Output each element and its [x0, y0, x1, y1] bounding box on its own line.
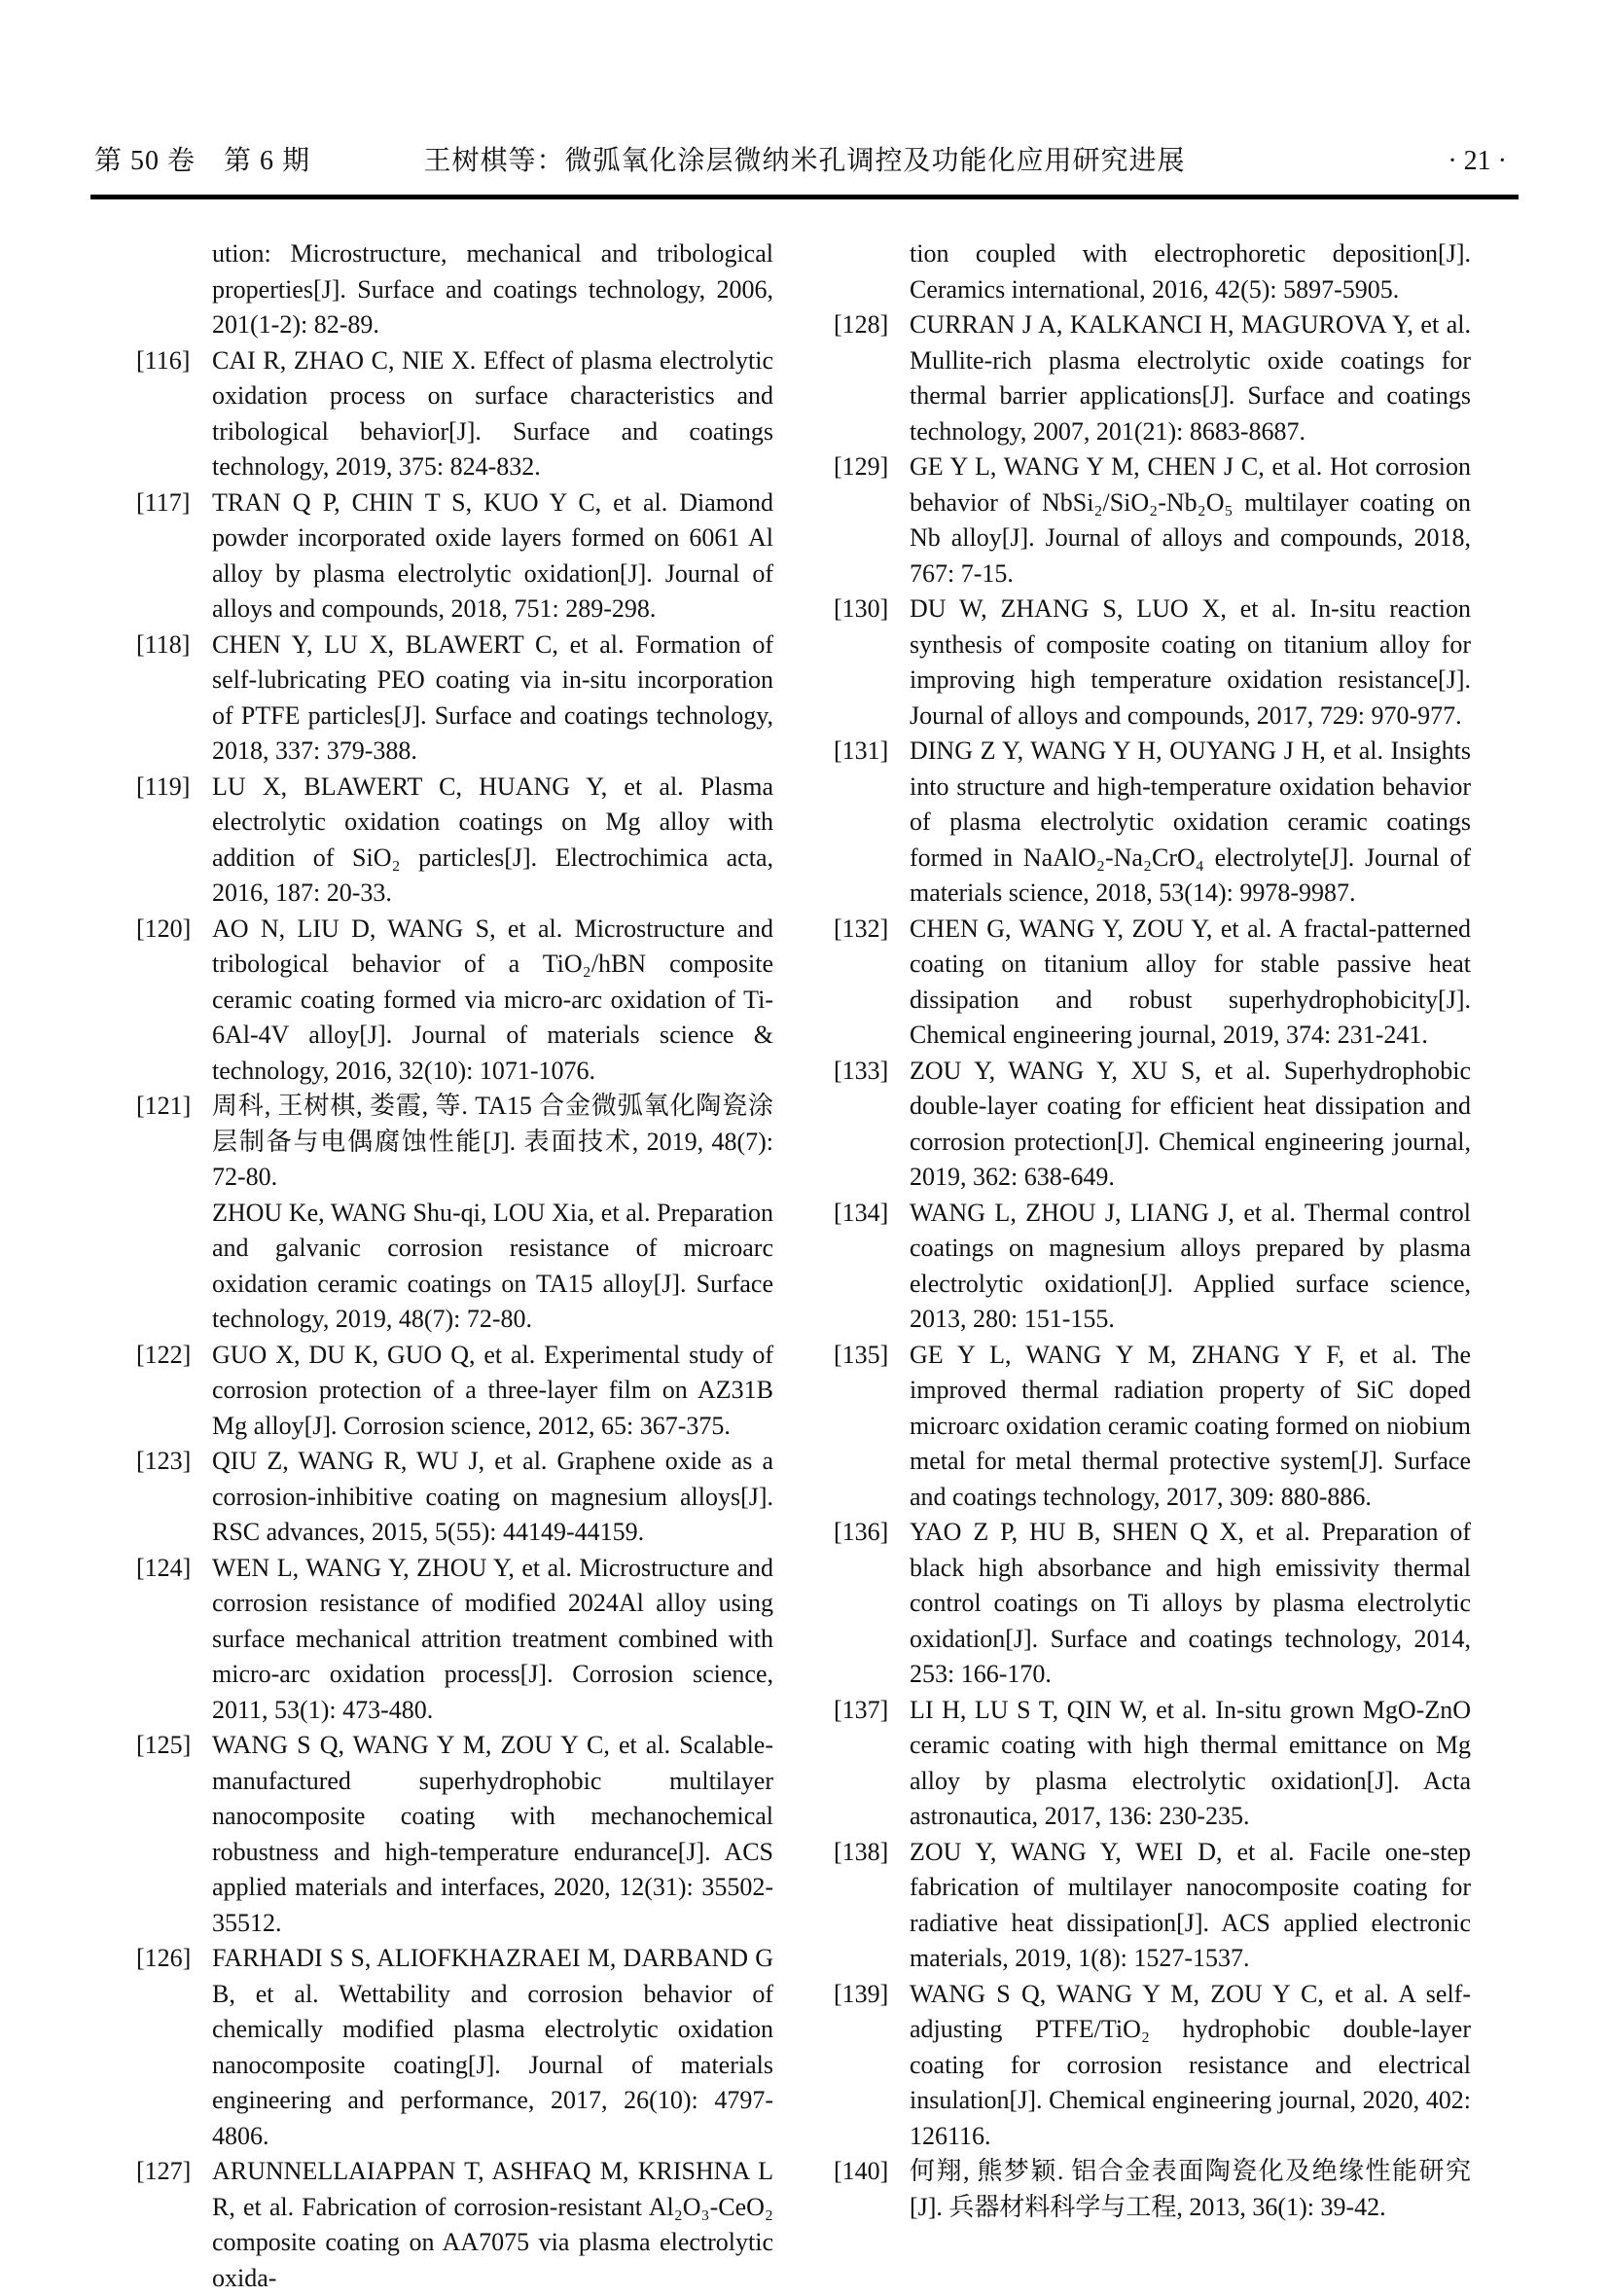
reference-text: 周科, 王树棋, 娄霞, 等. TA15 合金微弧氧化陶瓷涂层制备与电偶腐蚀性能[J]. 表面技术, 2019, 48(7): 72-80.	[212, 1092, 773, 1191]
reference-text: DU W, ZHANG S, LUO X, et al. In-situ reaction synthesis of composite coating on titanium alloy for improving high temperature oxidation resistance[J]. Journal of alloys and compounds, 2017, 729: 970-977.	[910, 594, 1471, 730]
reference-text: QIU Z, WANG R, WU J, et al. Graphene oxide as a corrosion-inhibitive coating on magnesium alloys[J]. RSC advances, 2015, 5(55): 44149-44159.	[212, 1447, 773, 1546]
column-right	[834, 236, 1471, 2296]
reference-item	[834, 1338, 1471, 1516]
reference-item	[834, 2154, 1471, 2225]
reference-text: TRAN Q P, CHIN T S, KUO Y C, et al. Diamond powder incorporated oxide layers formed on 6061 Al alloy by plasma electrolytic oxidation[J]. Journal of alloys and compounds, 2018, 751: 289-298.	[212, 487, 773, 623]
reference-text: WANG S Q, WANG Y M, ZOU Y C, et al. Scalable-manufactured superhydrophobic multilayer nanocomposite coating with mechanochemical robustness and high-temperature endurance[J]. ACS applied materials and interfaces, 2020, 12(31): 35502-35512.	[212, 1731, 773, 1937]
reference-number: [129]	[834, 452, 889, 481]
reference-text: LU X, BLAWERT C, HUANG Y, et al. Plasma electrolytic oxidation coatings on Mg alloy with addition of SiO₂ particles[J]. Electrochimica acta, 2016, 187: 20-33.	[212, 771, 773, 907]
reference-number: [134]	[834, 1198, 889, 1227]
reference-number: [121]	[136, 1092, 192, 1120]
reference-number: [125]	[136, 1731, 192, 1759]
reference-number: [136]	[834, 1518, 889, 1546]
reference-item	[136, 1089, 773, 1196]
reference-item	[834, 307, 1471, 449]
reference-item	[834, 236, 1471, 307]
reference-item	[136, 1196, 773, 1338]
reference-item	[136, 485, 773, 628]
reference-number: [135]	[834, 1340, 889, 1369]
reference-number: [126]	[136, 1944, 192, 1972]
reference-text: WANG L, ZHOU J, LIANG J, et al. Thermal control coatings on magnesium alloys prepared by plasma electrolytic oxidation[J]. Applied surface science, 2013, 280: 151-155.	[910, 1198, 1471, 1333]
reference-item	[136, 628, 773, 770]
reference-number: [130]	[834, 594, 889, 623]
reference-item	[834, 1196, 1471, 1338]
reference-item	[834, 1515, 1471, 1693]
reference-text: GE Y L, WANG Y M, ZHANG Y F, et al. The improved thermal radiation property of SiC doped microarc oxidation ceramic coating formed on niobium metal for metal thermal protective system[J]. Surface and coatings technology, 2017, 309: 880-886.	[910, 1340, 1471, 1511]
reference-text: CURRAN J A, KALKANCI H, MAGUROVA Y, et al. Mullite-rich plasma electrolytic oxide coatings for thermal barrier applications[J]. Surface and coatings technology, 2007, 201(21): 8683-8687.	[910, 310, 1471, 446]
reference-text: CHEN G, WANG Y, ZOU Y, et al. A fractal-patterned coating on titanium alloy for stable passive heat dissipation and robust superhydrophobicity[J]. Chemical engineering journal, 2019, 374: 231-241.	[910, 914, 1471, 1049]
reference-number: [119]	[136, 771, 191, 801]
running-title: 王树棋等：微弧氧化涂层微纳米孔调控及功能化应用研究进展	[423, 146, 1186, 176]
reference-text: ZOU Y, WANG Y, WEI D, et al. Facile one-step fabrication of multilayer nanocomposite coating for radiative heat dissipation[J]. ACS applied electronic materials, 2019, 1(8): 1527-1537.	[910, 1837, 1471, 1972]
reference-text: LI H, LU S T, QIN W, et al. In-situ grown MgO-ZnO ceramic coating with high thermal emittance on Mg alloy by plasma electrolytic oxidation[J]. Acta astronautica, 2017, 136: 230-235.	[910, 1695, 1471, 1830]
reference-item	[136, 912, 773, 1090]
reference-number: [131]	[834, 736, 889, 765]
reference-item	[834, 734, 1471, 912]
reference-item	[136, 1444, 773, 1551]
reference-text: WEN L, WANG Y, ZHOU Y, et al. Microstructure and corrosion resistance of modified 2024Al alloy using surface mechanical attrition treatment combined with micro-arc oxidation process[J]. Corrosion science, 2011, 53(1): 473-480.	[212, 1553, 773, 1724]
reference-item	[136, 236, 773, 343]
reference-number: [127]	[136, 2157, 192, 2185]
reference-item	[136, 1338, 773, 1445]
reference-item	[834, 1054, 1471, 1196]
reference-item	[834, 449, 1471, 592]
reference-number: [124]	[136, 1553, 192, 1582]
reference-text: 何翔, 熊梦颖. 铝合金表面陶瓷化及绝缘性能研究[J]. 兵器材料科学与工程, 2013, 36(1): 39-42.	[910, 2157, 1471, 2221]
reference-text: ZHOU Ke, WANG Shu-qi, LOU Xia, et al. Preparation and galvanic corrosion resistance of microarc oxidation ceramic coatings on TA15 alloy[J]. Surface technology, 2019, 48(7): 72-80.	[212, 1198, 773, 1333]
reference-number: [140]	[834, 2157, 889, 2185]
reference-item	[136, 343, 773, 485]
reference-number: [117]	[136, 487, 191, 517]
reference-number: [132]	[834, 914, 889, 943]
reference-text: WANG S Q, WANG Y M, ZOU Y C, et al. A self-adjusting PTFE/TiO₂ hydrophobic double-layer coating for corrosion resistance and electrical insulation[J]. Chemical engineering journal, 2020, 402: 126116.	[910, 1979, 1471, 2150]
reference-text: CHEN Y, LU X, BLAWERT C, et al. Formation of self-lubricating PEO coating via in-situ incorporation of PTFE particles[J]. Surface and coatings technology, 2018, 337: 379-388.	[212, 629, 773, 765]
reference-text: DING Z Y, WANG Y H, OUYANG J H, et al. Insights into structure and high-temperature oxidation behavior of plasma electrolytic oxidation ceramic coatings formed in NaAlO₂-Na₂CrO₄ electrolyte[J]. Journal of materials science, 2018, 53(14): 9978-9987.	[910, 736, 1471, 907]
reference-item	[136, 770, 773, 912]
reference-text: AO N, LIU D, WANG S, et al. Microstructure and tribological behavior of a TiO₂/hBN composite ceramic coating formed via micro-arc oxidation of Ti-6Al-4V alloy[J]. Journal of materials science & technology, 2016, 32(10): 1071-1076.	[212, 914, 773, 1085]
reference-text: CAI R, ZHAO C, NIE X. Effect of plasma electrolytic oxidation process on surface characteristics and tribological behavior[J]. Surface and coatings technology, 2019, 375: 824-832.	[212, 345, 773, 481]
reference-item	[834, 1835, 1471, 1977]
reference-item	[136, 1941, 773, 2154]
reference-item	[834, 592, 1471, 734]
page-number: · 21 ·	[1448, 146, 1507, 176]
header-rule	[90, 195, 1519, 199]
reference-number: [139]	[834, 1979, 889, 2008]
reference-number: [133]	[834, 1056, 889, 1085]
reference-number: [138]	[834, 1837, 889, 1866]
reference-number: [123]	[136, 1447, 192, 1475]
reference-item	[136, 1728, 773, 1941]
journal-issue: 第 50 卷 第 6 期	[94, 146, 311, 176]
reference-number: [120]	[136, 914, 192, 943]
reference-text: tion coupled with electrophoretic deposition[J]. Ceramics international, 2016, 42(5): 5897-5905.	[910, 239, 1471, 304]
reference-number: [122]	[136, 1340, 192, 1369]
reference-number: [128]	[834, 310, 889, 339]
reference-number: [137]	[834, 1695, 889, 1724]
reference-item	[136, 1551, 773, 1729]
reference-text: GUO X, DU K, GUO Q, et al. Experimental study of corrosion protection of a three-layer film on AZ31B Mg alloy[J]. Corrosion science, 2012, 65: 367-375.	[212, 1340, 773, 1440]
references-section	[136, 236, 1471, 2296]
reference-item	[834, 1693, 1471, 1835]
page-header	[92, 142, 1517, 181]
column-left	[136, 236, 773, 2296]
reference-number: [118]	[136, 629, 191, 659]
reference-number: [116]	[136, 345, 191, 375]
reference-text: FARHADI S S, ALIOFKHAZRAEI M, DARBAND G B, et al. Wettability and corrosion behavior of chemically modified plasma electrolytic oxidation nanocomposite coating[J]. Journal of materials engineering and performance, 2017, 26(10): 4797-4806.	[212, 1944, 773, 2150]
reference-text: ZOU Y, WANG Y, XU S, et al. Superhydrophobic double-layer coating for efficient heat dissipation and corrosion protection[J]. Chemical engineering journal, 2019, 362: 638-649.	[910, 1056, 1471, 1191]
reference-text: YAO Z P, HU B, SHEN Q X, et al. Preparation of black high absorbance and high emissivity thermal control coatings on Ti alloys by plasma electrolytic oxidation[J]. Surface and coatings technology, 2014, 253: 166-170.	[910, 1518, 1471, 1688]
reference-text: ARUNNELLAIAPPAN T, ASHFAQ M, KRISHNA L R, et al. Fabrication of corrosion-resistant Al₂O₃-CeO₂ composite coating on AA7075 via plasma electrolytic oxida-	[212, 2157, 773, 2292]
reference-item	[136, 2154, 773, 2296]
reference-item	[834, 1977, 1471, 2155]
reference-text: ution: Microstructure, mechanical and tribological properties[J]. Surface and coatings technology, 2006, 201(1-2): 82-89.	[212, 239, 773, 339]
reference-text: GE Y L, WANG Y M, CHEN J C, et al. Hot corrosion behavior of NbSi₂/SiO₂-Nb₂O₅ multilayer coating on Nb alloy[J]. Journal of alloys and compounds, 2018, 767: 7-15.	[910, 452, 1471, 588]
reference-item	[834, 912, 1471, 1054]
